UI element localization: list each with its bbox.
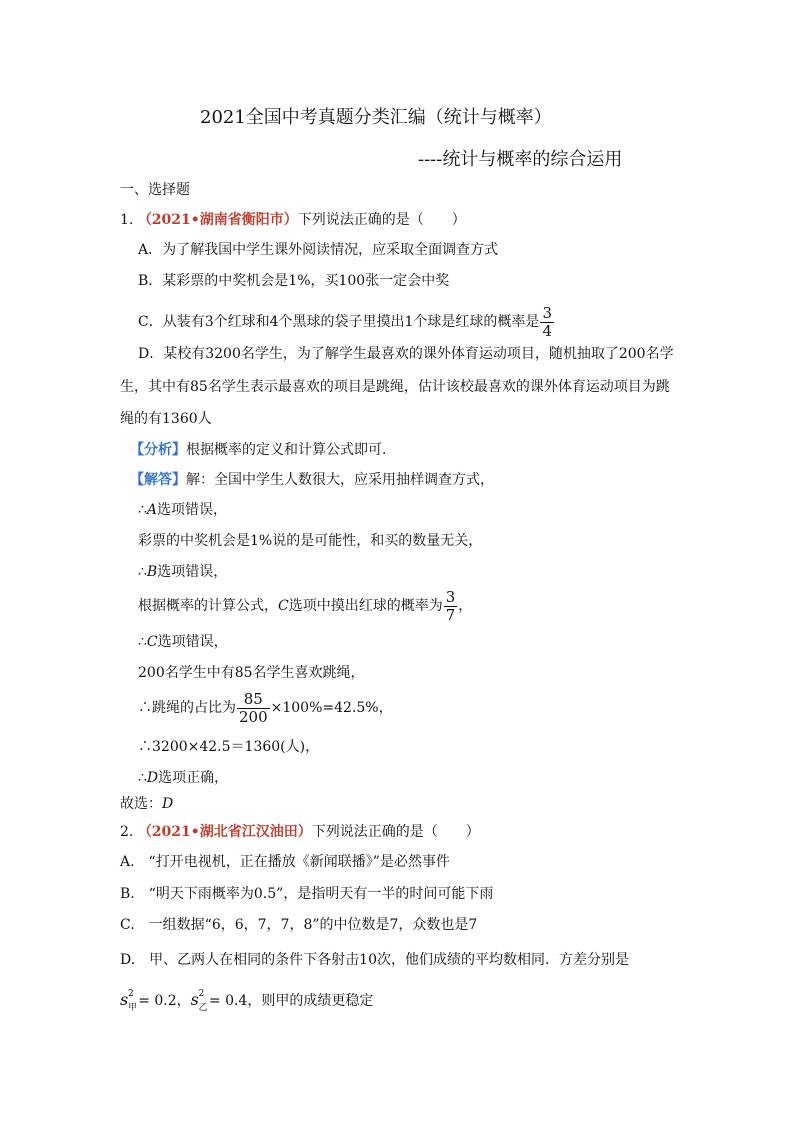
variance-value: = 0.4 xyxy=(208,993,248,1009)
solution-line-1 xyxy=(130,470,494,490)
subscript: 甲 xyxy=(128,1003,138,1013)
option-c-text: C．从装有3个红球和4个黑球的袋子里摸出1个球是红球的概率是 xyxy=(138,314,540,330)
fraction xyxy=(540,303,554,340)
symbol-s: s xyxy=(120,990,129,1009)
punctuation: ， xyxy=(176,993,191,1009)
option-b: B. “明天下雨概率为0.5”，是指明天有一半的时间可能下雨 xyxy=(120,886,494,902)
subscript: 乙 xyxy=(198,1003,208,1013)
therefore-symbol: ∴ xyxy=(138,502,147,518)
question-1-stem xyxy=(120,210,466,230)
solution-line-8 xyxy=(138,688,393,728)
variance-value: = 0.2 xyxy=(138,993,177,1009)
denominator: 200 xyxy=(239,707,268,726)
question-number: 1. xyxy=(120,212,134,228)
solution-text: 解：全国中学生人数很大，应采用抽样调查方式， xyxy=(186,472,494,488)
page-title: 2021全国中考真题分类汇编（统计与概率） xyxy=(200,107,552,128)
solution-line-3: 彩票的中奖机会是1%说的是可能性，和买的数量无关， xyxy=(138,533,483,549)
question-text: 下列说法正确的是（ ） xyxy=(311,824,480,840)
option-c: C. 一组数据“6，6，7，7，8”的中位数是7，众数也是7 xyxy=(120,917,478,933)
option-a: A．为了解我国中学生课外阅读情况，应采取全面调查方式 xyxy=(138,242,499,258)
superscript: 2 xyxy=(128,989,134,999)
solution-line-10 xyxy=(138,768,228,788)
numerator: 85 xyxy=(237,692,270,709)
final-answer: D xyxy=(162,796,174,812)
numerator: 3 xyxy=(445,587,456,606)
symbol-s: s xyxy=(190,990,199,1009)
therefore-symbol: ∴ xyxy=(138,770,147,786)
therefore-symbol: ∴ xyxy=(138,634,147,650)
page-subtitle: ----统计与概率的综合运用 xyxy=(418,149,623,170)
fraction xyxy=(444,587,458,624)
solution-text: ×100%=42.5%， xyxy=(270,700,393,716)
solution-text: 选项正确， xyxy=(158,770,229,786)
question-number: 2. xyxy=(120,824,134,840)
solution-text: ∴跳绳的占比为 xyxy=(138,700,236,716)
solution-line-9: ∴3200×42.5＝1360(人)， xyxy=(138,739,320,755)
option-d-line-2: 生，其中有85名学生表示最喜欢的项目是跳绳，估计该校最喜欢的课外体育运动项目为跳 xyxy=(120,379,670,395)
therefore-symbol: ∴ xyxy=(138,564,147,580)
solution-line-4 xyxy=(138,562,227,582)
answer-tag: 【解答】 xyxy=(130,472,186,488)
conclusion xyxy=(120,794,173,814)
solution-text: 选项中摸出红球的概率为 xyxy=(288,598,443,614)
solution-text: 选项错误， xyxy=(157,634,228,650)
analysis-text: 根据概率的定义和计算公式即可． xyxy=(186,442,396,458)
denominator: 7 xyxy=(445,605,456,624)
analysis xyxy=(130,440,396,460)
solution-text: 选项错误， xyxy=(157,502,228,518)
question-text: 下列说法正确的是（ ） xyxy=(297,212,466,228)
denominator: 4 xyxy=(542,321,552,340)
option-letter: C xyxy=(146,634,158,650)
option-d-line-1: D．某校有3200名学生，为了解学生最喜欢的课外体育运动项目，随机抽取了200名学 xyxy=(138,346,674,362)
solution-line-6 xyxy=(138,632,228,652)
variance-symbol-yi xyxy=(190,989,208,1013)
solution-line-7: 200名学生中有85名学生喜欢跳绳， xyxy=(138,665,365,681)
question-source: （2021•湖北省江汉油田） xyxy=(137,824,312,840)
option-d-line-3: 绳的有1360人 xyxy=(120,411,212,427)
solution-line-2 xyxy=(138,500,227,520)
numerator: 3 xyxy=(542,303,552,322)
fraction xyxy=(237,689,270,726)
solution-line-5 xyxy=(138,586,472,626)
superscript: 2 xyxy=(198,989,205,999)
option-letter: B xyxy=(146,564,158,580)
solution-text: 根据概率的计算公式， xyxy=(138,598,278,614)
section-heading: 一、选择题 xyxy=(120,182,190,198)
option-letter: A xyxy=(146,502,158,518)
question-source: （2021•湖南省衡阳市） xyxy=(137,212,298,228)
option-letter: C xyxy=(278,598,289,614)
solution-text: 选项错误， xyxy=(157,564,228,580)
option-d-text: ，则甲的成绩更稳定 xyxy=(247,993,374,1009)
variance-symbol-jia xyxy=(120,989,138,1013)
option-c xyxy=(138,302,555,342)
question-2-stem xyxy=(120,822,480,842)
option-b: B．某彩票的中奖机会是1%，买100张一定会中奖 xyxy=(138,273,450,289)
conclusion-text: 故选： xyxy=(120,796,162,812)
option-a: A. “打开电视机，正在播放《新闻联播》”是必然事件 xyxy=(120,854,450,870)
option-d-line-1: D. 甲、乙两人在相同的条件下各射击10次，他们成绩的平均数相同．方差分别是 xyxy=(120,952,629,968)
option-letter: D xyxy=(146,770,159,786)
punctuation: ， xyxy=(458,598,473,614)
option-d-line-2 xyxy=(120,990,373,1011)
analysis-tag: 【分析】 xyxy=(130,442,186,458)
